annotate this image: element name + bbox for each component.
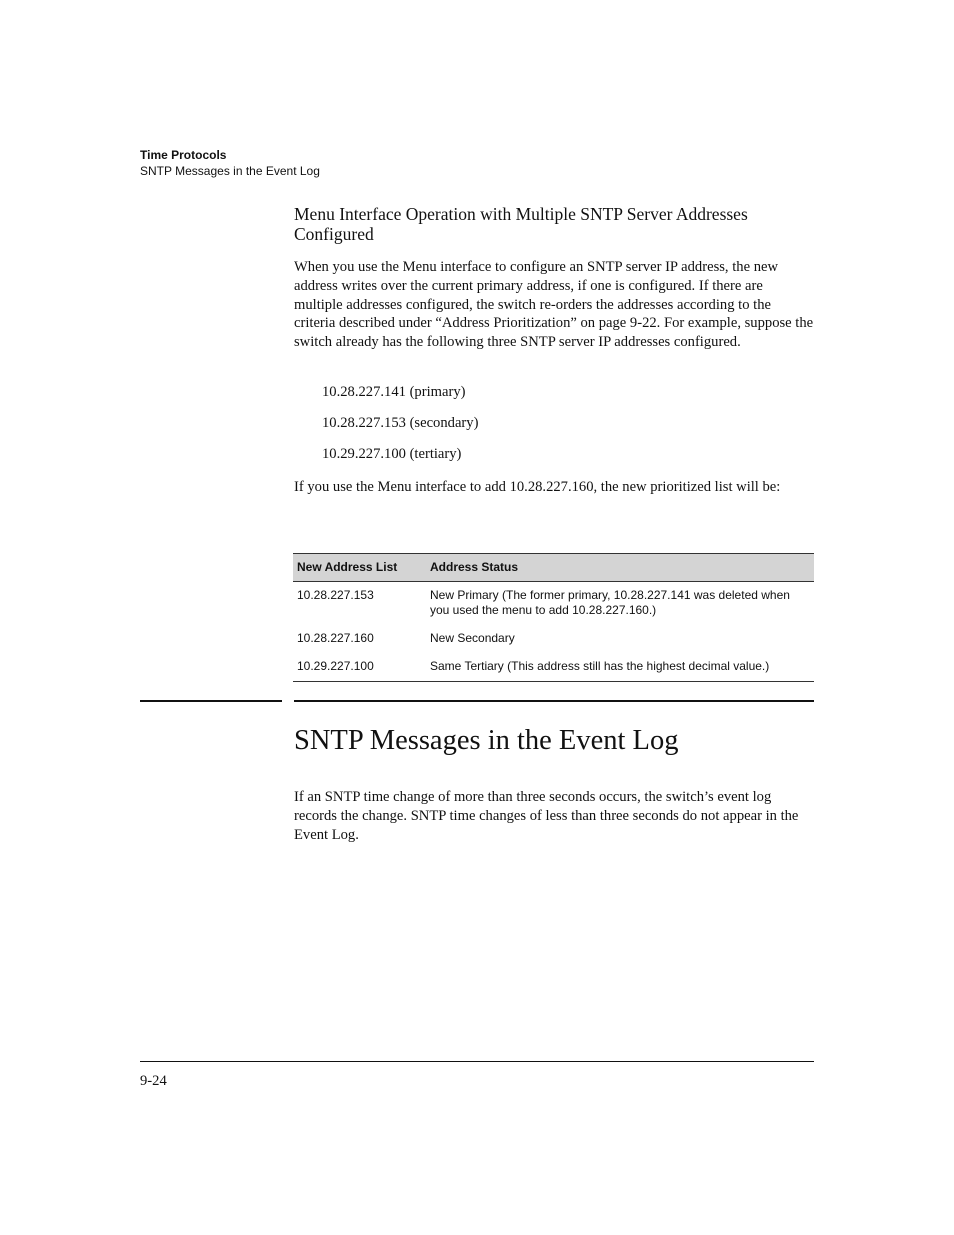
section-title: SNTP Messages in the Event Log — [294, 725, 679, 756]
address-list-item: 10.29.227.100 (tertiary) — [322, 446, 462, 462]
table-row — [293, 653, 814, 682]
subsection-heading: Menu Interface Operation with Multiple SNTP Server Addresses Configured — [294, 204, 748, 244]
section-divider-left — [140, 700, 282, 702]
table-cell-address: 10.28.227.153 — [297, 588, 374, 602]
table-row — [293, 625, 814, 653]
address-list-item: 10.28.227.141 (primary) — [322, 384, 466, 400]
table-cell-status: Same Tertiary (This address still has the highest decimal value.) — [426, 653, 814, 682]
table-cell-status: New Secondary — [430, 631, 515, 645]
running-header-section: SNTP Messages in the Event Log — [140, 164, 320, 178]
table-header-row — [293, 554, 814, 582]
address-list-item: 10.28.227.153 (secondary) — [322, 415, 479, 431]
table-cell-address: 10.28.227.160 — [297, 631, 374, 645]
followup-paragraph: If you use the Menu interface to add 10.28.227.160, the new prioritized list will be: — [294, 479, 781, 495]
section-divider-right — [294, 700, 814, 702]
column-header-address-status: Address Status — [426, 554, 814, 582]
intro-paragraph: When you use the Menu interface to configure an SNTP server IP address, the new address writes over the current primary address, if one is configured. If there are multiple addresses configured, the switch re-orders the addresses according to the criteria described under “Address Prioritization” on page 9-22. For example, suppose the switch already has the following three SNTP server IP addresses configured. — [294, 259, 814, 351]
footer-divider — [140, 1061, 814, 1062]
address-status-table — [293, 553, 814, 682]
table-cell-address: 10.29.227.100 — [293, 653, 426, 682]
section-body-paragraph: If an SNTP time change of more than three seconds occurs, the switch’s event log records the change. SNTP time changes of less than three seconds do not appear in the Event Log. — [294, 789, 799, 843]
table-cell-status: New Primary (The former primary, 10.28.227.141 was deleted when you used the menu to add 10.28.227.160.) — [430, 588, 790, 617]
table-row — [293, 582, 814, 626]
running-header-chapter: Time Protocols — [140, 148, 227, 162]
page-number: 9-24 — [140, 1073, 167, 1089]
column-header-new-address-list: New Address List — [293, 554, 426, 582]
